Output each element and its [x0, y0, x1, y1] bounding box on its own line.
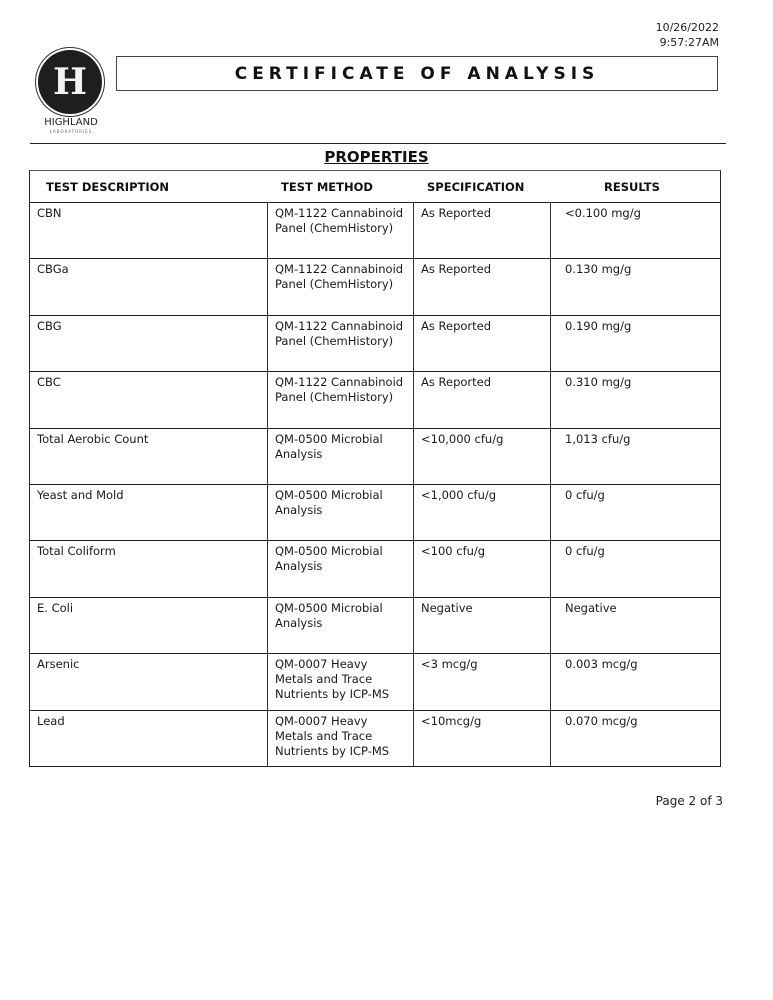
table-row: [30, 541, 720, 597]
table-row: [30, 372, 720, 428]
cell-test-description: Total Coliform: [37, 544, 116, 559]
cell-result: 0.070 mcg/g: [550, 711, 720, 766]
cell-test-method: QM-0500 Microbial Analysis: [267, 598, 413, 653]
cell-test-description: Total Aerobic Count: [37, 431, 149, 446]
table-row: [30, 485, 720, 541]
cell-specification: <10mcg/g: [413, 711, 550, 766]
table-row: [30, 259, 720, 315]
cell-specification: As Reported: [413, 372, 550, 427]
cell-result: 0.130 mg/g: [550, 259, 720, 314]
table-body: [30, 203, 720, 767]
cell-test-description: CBG: [37, 318, 62, 333]
cell-test-method: QM-0500 Microbial Analysis: [267, 541, 413, 596]
cell-test-description: Lead: [37, 713, 65, 728]
table-row: [30, 598, 720, 654]
title-box: [116, 56, 718, 91]
cell-test-method: QM-1122 Cannabinoid Panel (ChemHistory): [267, 259, 413, 314]
cell-test-description: Arsenic: [37, 657, 80, 672]
cell-result: 0.310 mg/g: [550, 372, 720, 427]
column-header-results: RESULTS: [604, 179, 660, 194]
table-row: [30, 654, 720, 710]
cell-result: 1,013 cfu/g: [550, 429, 720, 484]
cell-specification: <10,000 cfu/g: [413, 429, 550, 484]
logo-letter: H: [52, 61, 87, 103]
cell-specification: <3 mcg/g: [413, 654, 550, 709]
cell-test-method: QM-1122 Cannabinoid Panel (ChemHistory): [267, 372, 413, 427]
section-title: PROPERTIES: [324, 148, 429, 166]
cell-specification: As Reported: [413, 316, 550, 371]
cell-test-method: QM-1122 Cannabinoid Panel (ChemHistory): [267, 316, 413, 371]
cell-test-description: E. Coli: [37, 600, 74, 615]
print-date: 10/26/2022: [655, 21, 719, 34]
document-title: CERTIFICATE OF ANALYSIS: [234, 63, 600, 84]
column-header-specification: SPECIFICATION: [427, 179, 525, 194]
cell-test-description: Yeast and Mold: [37, 487, 124, 502]
table-row: [30, 429, 720, 485]
column-header-test-description: TEST DESCRIPTION: [46, 179, 170, 194]
page-number: Page 2 of 3: [655, 794, 723, 808]
cell-result: 0 cfu/g: [550, 485, 720, 540]
highland-logo: [38, 50, 102, 114]
cell-test-method: QM-0007 Heavy Metals and Trace Nutrients by ICP-MS: [267, 711, 413, 766]
table-header: [30, 171, 720, 203]
table-row: [30, 316, 720, 372]
table-row: [30, 711, 720, 767]
cell-test-description: CBC: [37, 375, 61, 390]
cell-result: 0.003 mcg/g: [550, 654, 720, 709]
cell-specification: Negative: [413, 598, 550, 653]
logo-subtitle: LABORATORIES: [49, 129, 93, 134]
cell-result: 0.190 mg/g: [550, 316, 720, 371]
cell-test-method: QM-0500 Microbial Analysis: [267, 429, 413, 484]
table-row: [30, 203, 720, 259]
cell-specification: As Reported: [413, 259, 550, 314]
cell-test-method: QM-0007 Heavy Metals and Trace Nutrients by ICP-MS: [267, 654, 413, 709]
column-header-test-method: TEST METHOD: [281, 179, 373, 194]
logo-name: HIGHLAND: [44, 117, 98, 128]
cell-result: Negative: [550, 598, 720, 653]
cell-result: <0.100 mg/g: [550, 203, 720, 258]
header-divider: [30, 143, 726, 144]
cell-specification: As Reported: [413, 203, 550, 258]
cell-test-description: CBGa: [37, 262, 69, 277]
cell-specification: <1,000 cfu/g: [413, 485, 550, 540]
cell-test-description: CBN: [37, 206, 62, 220]
cell-test-method: QM-0500 Microbial Analysis: [267, 485, 413, 540]
cell-result: 0 cfu/g: [550, 541, 720, 596]
print-time: 9:57:27AM: [659, 36, 719, 49]
properties-table: [29, 170, 721, 767]
cell-specification: <100 cfu/g: [413, 541, 550, 596]
cell-test-method: QM-1122 Cannabinoid Panel (ChemHistory): [267, 203, 413, 258]
print-timestamp: [656, 20, 719, 50]
